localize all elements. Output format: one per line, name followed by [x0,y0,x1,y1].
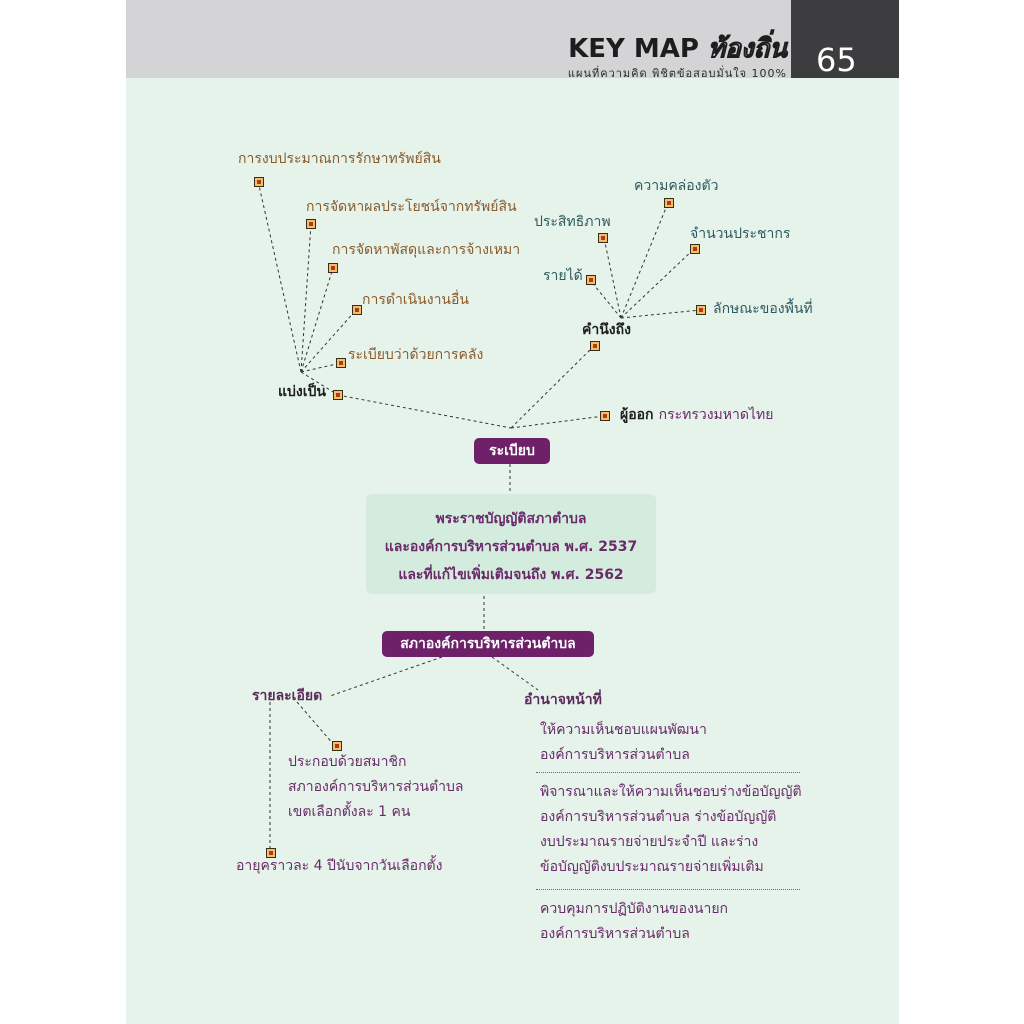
main-act-line-2: และองค์การบริหารส่วนตำบล พ.ศ. 2537 [384,539,638,555]
issuer-label: ผู้ออก [620,407,654,423]
divider [536,772,800,773]
brand-highlight: ท้องถิ่น [708,34,787,64]
node-efficiency: ประสิทธิภาพ [534,214,611,230]
bullet-icon [586,275,596,285]
duty-2-line-1: พิจารณาและให้ความเห็นชอบร่างข้อบัญญัติ [540,784,802,800]
bullet-icon [598,233,608,243]
node-issuer [620,404,773,424]
brand-tagline: แผนที่ความคิด พิชิตข้อสอบมั่นใจ 100% [567,67,787,80]
issuer-value: กระทรวงมหาดไทย [658,407,774,423]
node-procurement: การจัดหาพัสดุและการจ้างเหมา [332,242,521,258]
node-benefit-asset: การจัดหาผลประโยชน์จากทรัพย์สิน [306,199,517,215]
node-area-nature: ลักษณะของพื้นที่ [713,301,813,317]
bullet-icon [336,358,346,368]
bullet-icon [696,305,706,315]
bullet-icon [332,741,342,751]
divider [536,889,800,890]
node-income: รายได้ [543,268,583,284]
node-budget-asset: การงบประมาณการรักษาทรัพย์สิน [238,151,441,167]
members-line-2: สภาองค์การบริหารส่วนตำบล [288,779,464,795]
page-number: 65 [816,41,857,79]
node-other-ops: การดำเนินงานอื่น [362,292,469,308]
main-act-box [366,494,656,594]
bullet-icon [690,244,700,254]
bullet-icon [590,341,600,351]
main-act-line-1: พระราชบัญญัติสภาตำบล [435,511,587,527]
duty-1-line-2: องค์การบริหารส่วนตำบล [540,747,690,763]
node-duties: อำนาจหน้าที่ [524,692,602,708]
duty-3-line-1: ควบคุมการปฏิบัติงานของนายก [540,901,729,917]
brand-prefix: KEY MAP [568,34,699,64]
duty-1-line-1: ให้ความเห็นชอบแผนพัฒนา [540,722,707,738]
duty-2-line-4: ข้อบัญญัติงบประมาณรายจ่ายเพิ่มเติม [540,859,764,875]
members-line-3: เขตเลือกตั้งละ 1 คน [288,804,411,820]
main-act-line-3: และที่แก้ไขเพิ่มเติมจนถึง พ.ศ. 2562 [398,567,624,583]
node-considering: คำนึงถึง [582,322,631,338]
node-regulation: ระเบียบ [474,438,550,464]
duty-3-line-2: องค์การบริหารส่วนตำบล [540,926,690,942]
node-finance-regulation: ระเบียบว่าด้วยการคลัง [348,347,484,363]
bullet-icon [352,305,362,315]
node-population: จำนวนประชากร [690,226,791,242]
node-details: รายละเอียด [252,688,323,704]
bullet-icon [333,390,343,400]
bullet-icon [328,263,338,273]
node-liquidity: ความคล่องตัว [634,178,719,194]
bullet-icon [254,177,264,187]
node-divided-into: แบ่งเป็น [278,384,326,400]
duty-2-line-2: องค์การบริหารส่วนตำบล ร่างข้อบัญญัติ [540,809,777,825]
bullet-icon [600,411,610,421]
duty-2-line-3: งบประมาณรายจ่ายประจำปี และร่าง [540,834,759,850]
page [126,0,899,1024]
bullet-icon [306,219,316,229]
members-line-1: ประกอบด้วยสมาชิก [288,754,407,770]
node-council: สภาองค์การบริหารส่วนตำบล [382,631,594,657]
bullet-icon [664,198,674,208]
node-term: อายุคราวละ 4 ปีนับจากวันเลือกตั้ง [236,858,443,874]
bullet-icon [266,848,276,858]
